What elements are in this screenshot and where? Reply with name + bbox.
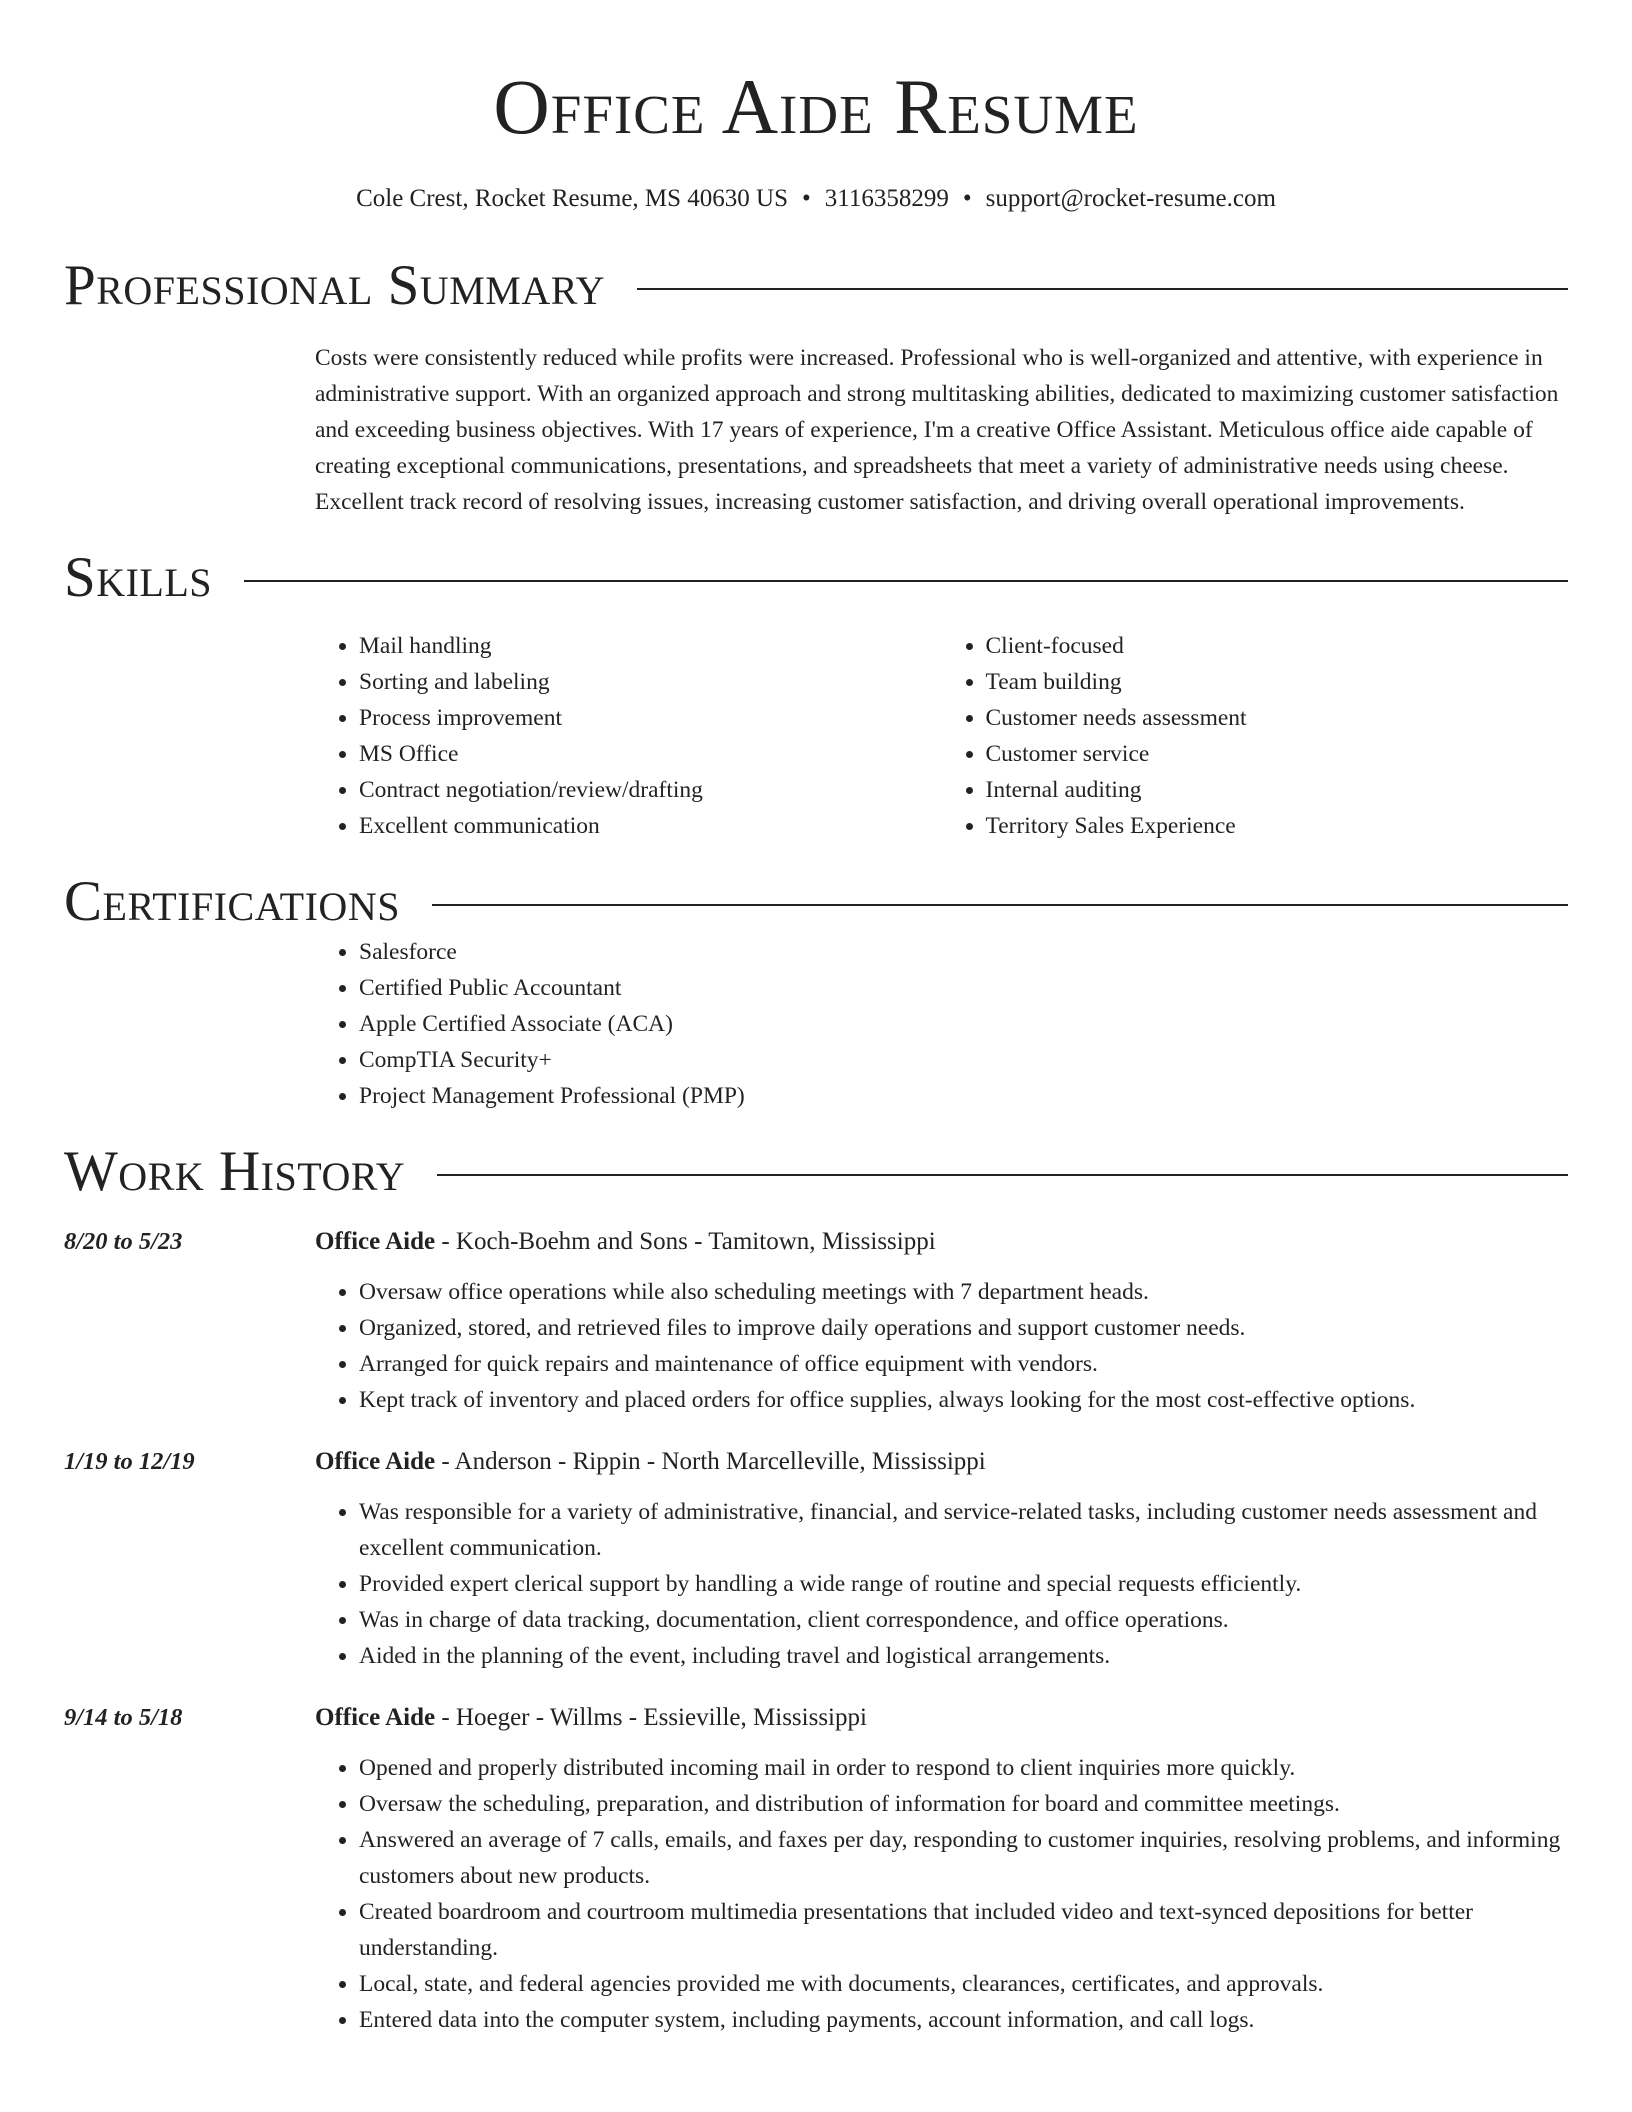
job-duties: [315, 1494, 1568, 1674]
skill-item: • MS Office: [359, 736, 942, 772]
resume-page: [64, 0, 1568, 2038]
job-title: Office Aide: [315, 1228, 436, 1255]
job-duty: • Answered an average of 7 calls, emails, and faxes per day, responding to customer inquiries, resolving problems, and informing customers about new products.: [359, 1822, 1568, 1894]
page-title: Office Aide Resume: [493, 63, 1139, 150]
certifications-list: [315, 934, 1568, 1114]
contact-separator: •: [962, 185, 972, 212]
skill-item: • Customer service: [986, 736, 1569, 772]
certification-item: • Apple Certified Associate (ACA): [359, 1006, 1568, 1042]
certification-item: • Certified Public Accountant: [359, 970, 1568, 1006]
job-duty: • Arranged for quick repairs and maintenance of office equipment with vendors.: [359, 1346, 1568, 1382]
skills-list-left: [315, 628, 942, 844]
contact-phone: 3116358299: [824, 185, 949, 212]
summary-heading: Professional Summary: [64, 254, 606, 317]
certifications-section: [315, 934, 1568, 1114]
job-duty: • Aided in the planning of the event, including travel and logistical arrangements.: [359, 1638, 1568, 1674]
skill-item: • Client-focused: [986, 628, 1569, 664]
job-title: Office Aide: [315, 1448, 436, 1475]
skills-section: [315, 628, 1568, 844]
summary-section: [315, 340, 1568, 520]
skill-item: • Internal auditing: [986, 772, 1569, 808]
job-entry: [64, 1700, 1568, 2038]
job-dates: 1/19 to 12/19: [64, 1448, 195, 1475]
skill-item: • Excellent communication: [359, 808, 942, 844]
job-duty: • Oversaw the scheduling, preparation, and distribution of information for board and committee meetings.: [359, 1786, 1568, 1822]
skill-item: • Contract negotiation/review/drafting: [359, 772, 942, 808]
certifications-section-header: [64, 870, 1568, 934]
job-duty: • Entered data into the computer system, including payments, account information, and call logs.: [359, 2002, 1568, 2038]
job-employer: - Hoeger - Willms - Essieville, Mississippi: [435, 1704, 867, 1731]
certification-item: • Project Management Professional (PMP): [359, 1078, 1568, 1114]
job-duties: [315, 1274, 1568, 1418]
skills-list-right: [942, 628, 1569, 844]
job-dates: 8/20 to 5/23: [64, 1228, 183, 1255]
section-divider: [637, 288, 1568, 290]
skill-item: • Process improvement: [359, 700, 942, 736]
summary-text: Costs were consistently reduced while profits were increased. Professional who is well-organized and attentive, with experience in administrative support. With an organized approach and strong multitasking abilities, dedicated to maximizing customer satisfaction and exceeding business objectives. With 17 years of experience, I'm a creative Office Assistant. Meticulous office aide capable of creating exceptional communications, presentations, and spreadsheets that meet a variety of administrative needs using cheese. Excellent track record of resolving issues, increasing customer satisfaction, and driving overall operational improvements.: [315, 345, 1559, 515]
skills-heading: Skills: [64, 546, 213, 609]
job-duty: • Was in charge of data tracking, documentation, client correspondence, and office operations.: [359, 1602, 1568, 1638]
certifications-heading: Certifications: [64, 870, 400, 933]
job-header: [315, 1444, 1568, 1480]
certification-item: • Salesforce: [359, 934, 1568, 970]
job-header: [315, 1700, 1568, 1736]
job-header: [315, 1224, 1568, 1260]
summary-section-header: [64, 254, 1568, 318]
job-duty: • Created boardroom and courtroom multimedia presentations that included video and text-synced depositions for better understanding.: [359, 1894, 1568, 1966]
skill-item: • Customer needs assessment: [986, 700, 1569, 736]
job-employer: - Koch-Boehm and Sons - Tamitown, Mississippi: [435, 1228, 936, 1255]
contact-separator: •: [802, 185, 811, 212]
job-title: Office Aide: [315, 1704, 436, 1731]
job-entry: [64, 1224, 1568, 1418]
job-duty: • Opened and properly distributed incoming mail in order to respond to client inquiries more quickly.: [359, 1750, 1568, 1786]
contact-line: [64, 184, 1568, 214]
skill-item: • Team building: [986, 664, 1569, 700]
section-divider: [432, 904, 1568, 906]
skills-section-header: [64, 546, 1568, 610]
contact-address: Cole Crest, Rocket Resume, MS 40630 US: [356, 185, 789, 212]
work-heading: Work History: [64, 1140, 406, 1203]
section-divider: [437, 1174, 1568, 1176]
job-duties: [315, 1750, 1568, 2038]
job-employer: - Anderson - Rippin - North Marcelleville, Mississippi: [435, 1448, 986, 1475]
skill-item: • Territory Sales Experience: [986, 808, 1569, 844]
job-duty: • Oversaw office operations while also scheduling meetings with 7 department heads.: [359, 1274, 1568, 1310]
job-duty: • Was responsible for a variety of administrative, financial, and service-related tasks, including customer needs assessment and excellent communication.: [359, 1494, 1568, 1566]
job-duty: • Provided expert clerical support by handling a wide range of routine and special requests efficiently.: [359, 1566, 1568, 1602]
work-section-header: [64, 1140, 1568, 1204]
skill-item: • Mail handling: [359, 628, 942, 664]
job-entry: [64, 1444, 1568, 1674]
job-duty: • Local, state, and federal agencies provided me with documents, clearances, certificates, and approvals.: [359, 1966, 1568, 2002]
job-duty: • Organized, stored, and retrieved files to improve daily operations and support customer needs.: [359, 1310, 1568, 1346]
job-dates: 9/14 to 5/18: [64, 1704, 183, 1731]
contact-email: support@rocket-resume.com: [985, 185, 1276, 212]
job-duty: • Kept track of inventory and placed orders for office supplies, always looking for the most cost-effective options.: [359, 1382, 1568, 1418]
section-divider: [244, 580, 1568, 582]
certification-item: • CompTIA Security+: [359, 1042, 1568, 1078]
skill-item: • Sorting and labeling: [359, 664, 942, 700]
